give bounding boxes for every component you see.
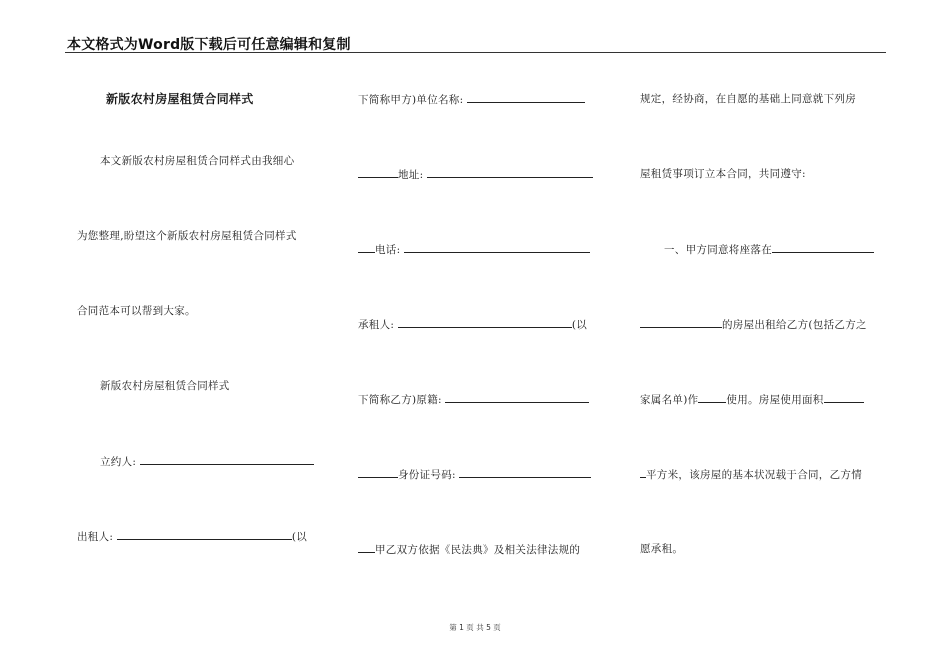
clause-intro-line-2: 屋租赁事项订立本合同，共同遵守: xyxy=(640,168,806,180)
unit-name-blank xyxy=(467,92,585,103)
legal-lead-blank xyxy=(358,542,375,553)
address-label: 地址: xyxy=(398,169,424,181)
lessee-line xyxy=(358,317,587,332)
lessor-blank xyxy=(117,529,292,540)
phone-line xyxy=(358,242,590,257)
party-signatory-line xyxy=(100,454,314,469)
usage-blank xyxy=(698,392,726,403)
lessor-unit-line xyxy=(358,92,585,107)
address-line xyxy=(358,167,593,182)
intro-line-2: 为您整理,盼望这个新版农村房屋租赁合同样式 xyxy=(77,230,297,242)
contract-subtitle: 新版农村房屋租赁合同样式 xyxy=(100,380,230,392)
lessee-blank xyxy=(398,317,572,328)
property-blank xyxy=(640,317,722,328)
area-blank xyxy=(824,392,864,403)
intro-line-3: 合同范本可以帮到大家。 xyxy=(77,305,196,317)
lessor-label: 出租人: xyxy=(77,531,114,543)
id-lead-blank xyxy=(358,467,398,478)
origin-line xyxy=(358,392,589,407)
address-lead-blank xyxy=(358,167,398,178)
clause-1-cont-text: 的房屋出租给乙方(包括乙方之 xyxy=(722,319,867,331)
usage-line xyxy=(640,392,864,407)
lessee-tail: (以 xyxy=(571,319,588,331)
origin-blank xyxy=(445,392,589,403)
clause-1-line xyxy=(664,242,874,257)
origin-label: 下简称乙方)原籍: xyxy=(358,394,442,406)
area-text: 平方米，该房屋的基本状况载于合同，乙方情 xyxy=(646,469,862,481)
page-header: 本文格式为Word版下载后可任意编辑和复制 xyxy=(67,37,351,53)
header-rule xyxy=(65,52,886,53)
signatory-label: 立约人: xyxy=(100,456,137,468)
usage-label-b: 使用。房屋使用面积 xyxy=(726,394,824,406)
lessor-tail: (以 xyxy=(291,531,308,543)
clause-1-cont-line xyxy=(640,317,867,332)
lessee-label: 承租人: xyxy=(358,319,395,331)
clause-1-end-line: 愿承租。 xyxy=(640,543,684,555)
intro-line-1: 本文新版农村房屋租赁合同样式由我细心 xyxy=(100,155,295,167)
legal-basis-line xyxy=(358,542,580,557)
document-title: 新版农村房屋租赁合同样式 xyxy=(106,92,254,106)
signatory-blank xyxy=(140,454,314,465)
phone-lead-blank xyxy=(358,242,375,253)
address-blank xyxy=(427,167,593,178)
id-number-blank xyxy=(459,467,591,478)
usage-label-a: 家属名单)作 xyxy=(640,394,699,406)
page-footer: 第 1 页 共 5 页 xyxy=(449,623,501,632)
clause-1-label: 一、甲方同意将座落在 xyxy=(664,244,772,256)
unit-name-label: 下简称甲方)单位名称: xyxy=(358,94,464,106)
id-number-label: 身份证号码: xyxy=(398,469,456,481)
clause-intro-line-1: 规定，经协商，在自愿的基础上同意就下列房 xyxy=(640,93,856,105)
phone-label: 电话: xyxy=(375,244,401,256)
legal-basis-text: 甲乙双方依据《民法典》及相关法律法规的 xyxy=(375,544,581,556)
area-line xyxy=(640,467,862,482)
lessor-line xyxy=(77,529,307,544)
phone-blank xyxy=(404,242,590,253)
id-number-line xyxy=(358,467,591,482)
location-blank xyxy=(772,242,874,253)
